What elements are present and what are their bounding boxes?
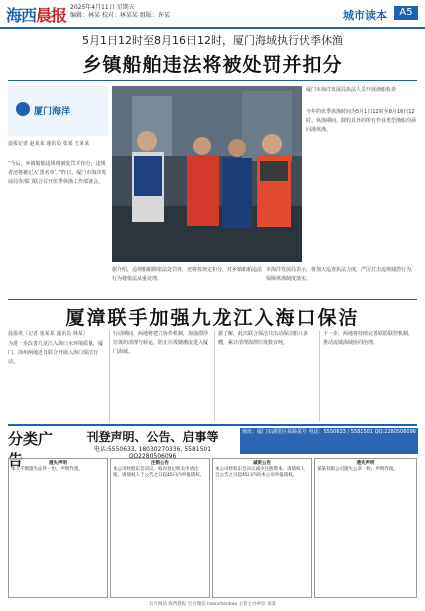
date-block [70,4,170,20]
news-photo [112,86,302,262]
article-byline: 晨报记者 赵某某 通讯员 张某 王某某 [8,141,90,147]
classified-title: 分类广告 [8,430,54,469]
ad-text: 本公司经股东会决议，拟向登记机关申请注销，请债权人于公告之日起45日内申报债权。 [113,467,205,478]
ad-phone: 电话:5550633, 18030270336, 5581501 QQ2280506096 [93,446,212,460]
article-headline: 乡镇船舶违法将被处罚并扣分 [82,54,343,76]
logo-part: 海西 [6,6,37,25]
photo-illustration [112,86,302,262]
section-divider [8,299,417,300]
ad-text: 某某有限公司遗失公章一枚，声明作废。 [317,467,398,472]
article-byline: 晨报讯（记者 张某某 通讯员 林某） [8,331,88,337]
ad-text: 本公司经股东会决议减少注册资本，请债权人自公告之日起45日内向本公司申报债权。 [215,467,305,478]
ad-subtitle: 刊登声明、公告、启事等 [86,430,219,444]
page-footer: 官方网站 海西晨报 官方微信 haixichenbao 主管主办单位 某某 [148,602,277,607]
ad-contact-box: 地址：厦门市湖里区某路某号 电话：5550633 / 5581501 QQ:2280506096 [240,428,418,454]
column-rule [319,330,320,422]
brand-logo-icon [16,102,30,116]
ad-title: 遗失声明 [49,461,67,466]
editor-line: 编辑：林某 校对：林某某 组版：许某 [70,12,170,19]
article-body-col: 据了解，此次联合保洁共出动保洁船只多艘，累计清理海漂垃圾数百吨。 [218,331,309,346]
column-rule [109,330,110,422]
article-body-col: 市海洋发展局表示，将加大巡查执法力度，严厉打击违规捕捞行为，保障休渔制度落实。 [266,267,416,282]
article-body-col: 据介绍，违规船舶除依法处罚外，还将按规定扣分，对乡镇船舶违法行为将依法从重处理。 [112,267,262,282]
section-title: 城市读本 [343,9,387,22]
ad-title: 减资公告 [253,461,271,466]
ad-title: 遗失声明 [356,461,375,466]
article-body-col: 为进一步改善九龙江入海口水环境质量，厦门、漳州两地近日联合开展入海口保洁行动。 [8,341,104,365]
newspaper-logo [6,3,66,26]
article-caption: 厦门市海洋发展局执法人员开展渔船检查 [306,87,397,93]
section-divider [8,424,417,426]
issue-date: 2025年4月11日 星期五 [70,4,135,11]
ad-cell [212,458,312,598]
ad-cell [110,458,210,598]
ad-cell [8,458,108,598]
article-body-col: 下一步，两地将持续完善联防联控机制，推动流域海域协同治理。 [323,331,414,346]
ad-text: 本人不慎遗失证件一份，声明作废。 [11,467,83,472]
ad-title: 注销公告 [151,461,169,466]
article-lead: “今后，乡镇船舶违规将被处罚并扣分，违规者还将被记入‘黑名单’。”昨日，厦门市海洋发展局等部门联合召开伏季休渔工作部署会。 [8,161,107,185]
page-number: A5 [394,6,418,20]
article-kicker: 5月1日12时至8月16日12时，厦门海域执行伏季休渔 [82,34,343,47]
article-body-col: 今年的伏季休渔时间为5月1日12时至8月16日12时。休渔期间，除钓具外的所有作业类型渔船均须回港休渔。 [306,109,416,133]
article-headline: 厦漳联手加强九龙江入海口保洁 [65,307,360,329]
ad-cell [314,458,417,598]
article-body-col: 行动期间，两地将建立协作机制，加强漂浮垃圾的清理与转运，防止垃圾随潮流进入厦门海域。 [113,331,209,355]
logo-accent: 晨报 [36,6,67,25]
column-rule [214,330,215,422]
brand-name: 厦门海洋 [34,107,71,117]
divider [8,80,417,81]
